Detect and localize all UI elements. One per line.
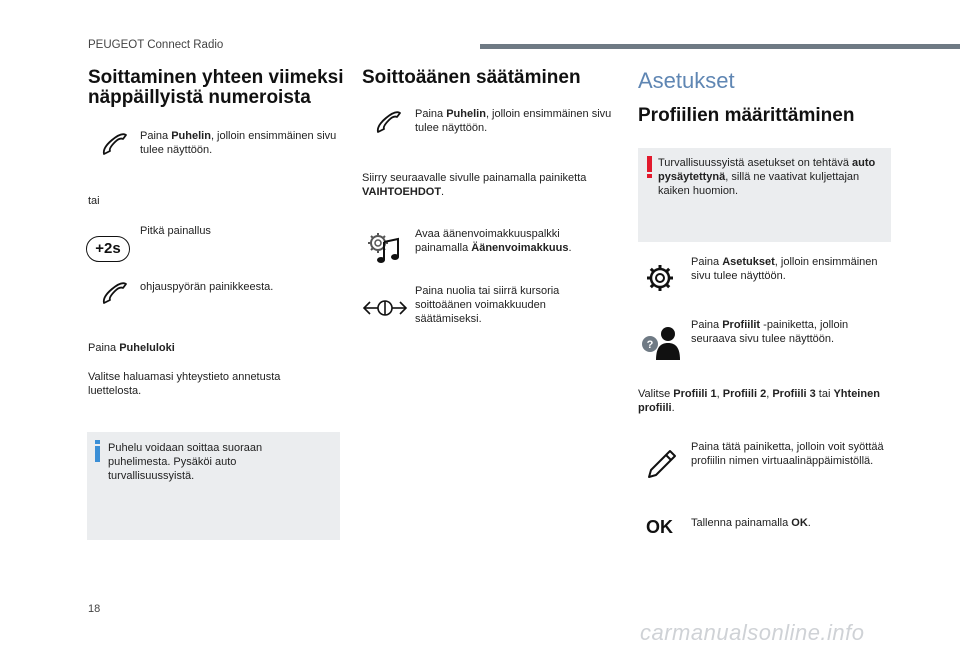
warning-text [658, 156, 878, 198]
col2-title: Soittoäänen säätäminen [362, 67, 581, 88]
col3-save-bold: OK [791, 517, 808, 529]
watermark: carmanualsonline.info [640, 620, 865, 645]
col2-step1-bold: Puhelin [446, 108, 486, 120]
choose-profile-1: Profiili 1 [673, 388, 717, 400]
col3-edit: Paina tätä painiketta, jolloin voit syöttää profiilin nimen virtuaalinäppäimistöllä. [691, 441, 884, 467]
col1-title-line1: Soittaminen yhteen viimeksi [88, 67, 344, 88]
col2-next-post: . [441, 186, 445, 198]
col2-step1-pre: Paina [415, 108, 447, 120]
col1-long-press: Pitkä painallus [140, 225, 211, 237]
col1-log-pre: Paina [88, 342, 120, 354]
col1-select: Valitse haluamasi yhteystieto annetusta luettelosta. [88, 371, 281, 397]
col1-or: tai [88, 195, 100, 207]
col1-step1-post: , jolloin ensimmäinen sivu tulee näyttöön. [140, 130, 337, 156]
col3-save-pre: Tallenna painamalla [691, 517, 792, 529]
col1-step1-pre: Paina [140, 130, 172, 142]
choose-sep2: , [766, 388, 773, 400]
page-number: 18 [88, 603, 101, 615]
col3-profiles [691, 318, 891, 346]
col3-section: Asetukset [638, 68, 735, 93]
col3-save-post: . [807, 517, 811, 529]
col2-step1 [415, 107, 615, 135]
col3-settings-post: , jolloin ensimmäinen sivu tulee näyttöön. [691, 256, 878, 282]
col1-step1-bold: Puhelin [171, 130, 211, 142]
col3-profiles-pre: Paina [691, 319, 723, 331]
slider-arrows-icon [362, 294, 408, 322]
col3-settings-pre: Paina [691, 256, 723, 268]
info-icon [95, 440, 100, 462]
phone-handset-icon [368, 106, 408, 138]
warning-post: , sillä ne vaativat kuljettajan kaiken huomion. [658, 171, 860, 197]
profile-question-icon [640, 324, 684, 360]
choose-post: . [671, 402, 675, 414]
header-bar [480, 44, 960, 49]
col1-log-bold: Puheluloki [119, 342, 175, 354]
choose-mid: tai [815, 388, 834, 400]
col2-volume [415, 227, 615, 255]
col3-profiles-bold: Profiilit [722, 319, 761, 331]
phone-handset-icon [94, 277, 134, 309]
col3-profiles-post: -painiketta, jolloin seuraava sivu tulee näyttöön. [691, 319, 849, 345]
col2-volume-pre: Avaa äänenvoimakkuuspalkki painamalla [415, 228, 560, 254]
col1-title [88, 68, 348, 108]
choose-shared-profile: Yhteinen profiili [638, 388, 880, 414]
phone-handset-icon [94, 128, 134, 160]
col2-step1-post: , jolloin ensimmäinen sivu tulee näyttöön. [415, 108, 612, 134]
warning-bold: auto pysäytettynä [658, 157, 876, 183]
col3-settings [691, 255, 891, 283]
gear-music-note-icon [366, 230, 406, 266]
col2-next-pre: Siirry seuraavalle sivulle painamalla painiketta [362, 172, 587, 184]
col1-log [88, 341, 338, 355]
col1-wheel: ohjauspyörän painikkeesta. [140, 281, 274, 293]
choose-profile-3: Profiili 3 [772, 388, 816, 400]
pencil-icon [644, 446, 680, 482]
col3-settings-bold: Asetukset [722, 256, 775, 268]
col3-title: Profiilien määrittäminen [638, 105, 855, 126]
choose-pre: Valitse [638, 388, 674, 400]
long-press-icon [86, 236, 130, 262]
brand-header: PEUGEOT Connect Radio [88, 39, 224, 51]
choose-sep1: , [716, 388, 723, 400]
col2-arrows: Paina nuolia tai siirrä kursoria soittoäänen voimakkuuden säätämiseksi. [415, 285, 560, 325]
gear-icon [644, 262, 676, 294]
info-text: Puhelu voidaan soittaa suoraan puhelimesta. Pysäköi auto turvallisuussyistä. [108, 442, 263, 482]
svg-text:?: ? [646, 339, 654, 351]
col2-volume-bold: Äänenvoimakkuus [471, 242, 569, 254]
col1-step1 [140, 129, 340, 157]
col3-choose [638, 387, 888, 415]
col2-next-bold: VAIHTOEHDOT [362, 186, 442, 198]
col2-volume-post: . [568, 242, 572, 254]
choose-profile-2: Profiili 2 [722, 388, 767, 400]
ok-icon: OK [646, 517, 673, 537]
warning-icon [647, 156, 652, 178]
warning-pre: Turvallisuussyistä asetukset on tehtävä [658, 157, 853, 169]
long-press-badge: +2s [86, 236, 130, 262]
col2-next [362, 171, 622, 199]
col3-save [691, 516, 891, 530]
col1-title-line2: näppäillyistä numeroista [88, 87, 311, 108]
